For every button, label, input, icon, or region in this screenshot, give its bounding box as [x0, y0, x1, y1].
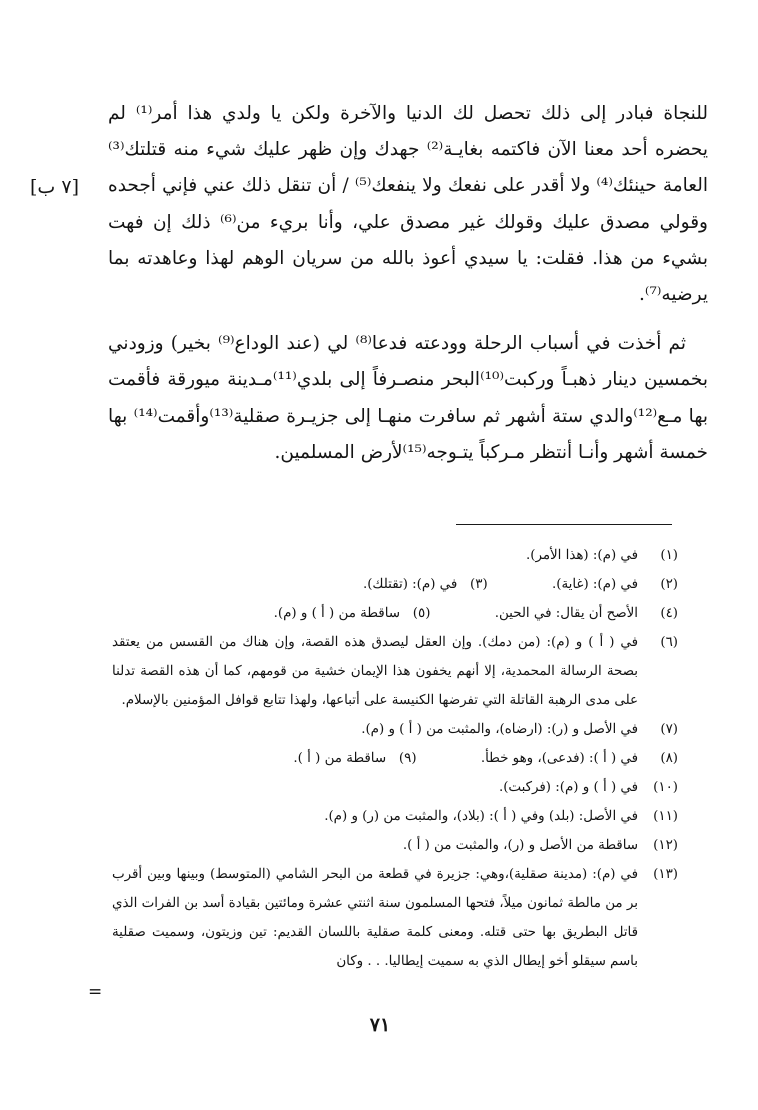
footnote-number: (١٣) — [653, 867, 678, 882]
footnote-text: في ( أ ) و (م): (من دمك). وإن العقل ليصدق هذه القصة، وإن هناك من القسس من يعتقد بصحة الرسالة المحمدية، إلا أنهم يخفون هذا الإيمان خشية من قومهم، كما أن هذه القصة تدلنا على مدى الرهبة القاتلة التي تفرضها الكنيسة على أتباعها، ولهذا تتابع قوافل المؤمنين بالإسلام. — [112, 635, 638, 708]
footnote-text: في ( أ ) و (م): (فركبت). — [498, 780, 638, 795]
footnote-text: في (م): (مدينة صقلية)،وهي: جزيرة في قطعة من البحر الشامي (المتوسط) وبينها وبين أقرب بر من مالطة ثمانون ميلاً، فتحها المسلمون سنة اثنتي عشرة ومائتين بقيادة أسد بن الفرات الذي قاتل البطريق بها حتى قتله. ومعنى كلمة صقلية باللسان القديم: تين وزيتون، وسميت صقلية باسم سيقلو أخو إيطال الذي به سميت إيطاليا. . . وكان — [112, 867, 638, 969]
footnote-12 — [112, 831, 678, 860]
footnote-number: (٣) — [470, 577, 488, 592]
footnote-text: ساقطة من ( أ ) و (م). — [273, 606, 400, 621]
footnote-row-2-3 — [112, 570, 678, 599]
footnote-5 — [274, 599, 431, 628]
footnote-1 — [112, 541, 678, 570]
footnote-number: (٢) — [660, 577, 678, 592]
footnote-number: (١٠) — [653, 780, 678, 795]
footnote-number: (١١) — [653, 809, 678, 824]
continuation-mark: = — [88, 982, 103, 1002]
footnote-4 — [495, 599, 638, 628]
footnote-number: (٥) — [412, 606, 431, 621]
footnote-10 — [112, 773, 678, 802]
footnote-row-8-9 — [112, 744, 678, 773]
footnote-row-4-5 — [112, 599, 678, 628]
footnote-number: (٨) — [660, 751, 678, 766]
page-number: ٧١ — [369, 1014, 391, 1036]
footnote-13 — [112, 860, 678, 976]
footnote-number: (٧) — [660, 722, 678, 737]
footnote-text: في (م): (هذا الأمر). — [525, 548, 638, 563]
footnote-number: (٦) — [660, 635, 678, 650]
footnote-number: (١٢) — [653, 838, 678, 853]
footnotes — [112, 541, 678, 976]
footnote-7 — [112, 715, 678, 744]
main-text-block — [108, 96, 708, 471]
footnote-number: (٤) — [660, 606, 678, 621]
footnote-text: في الأصل و (ر): (ارضاه)، والمثبت من ( أ ) و (م). — [361, 722, 638, 737]
margin-folio-reference: [٧ ب] — [30, 176, 79, 198]
main-paragraph-2: ثم أخذت في أسباب الرحلة وودعته فدعا⁽⁸⁾ لي (عند الوداع⁽⁹⁾ بخير) وزودني بخمسين دينار ذهبـاً وركبت⁽¹⁰⁾البحر منصـرفاً إلى بلدي⁽¹¹⁾مـدينة ميورقة فأقمت بها مـع⁽¹²⁾والدي ستة أشهر ثم سافرت منهـا إلى جزيـرة صقلية⁽¹³⁾وأقمت⁽¹⁴⁾ بها خمسة أشهر وأنـا أنتظر مـركباً يتـوجه⁽¹⁵⁾لأرض المسلمين. — [108, 333, 708, 463]
footnote-separator-rule — [456, 524, 672, 525]
footnote-text: ساقطة من ( أ ). — [293, 751, 387, 766]
footnote-2 — [552, 570, 638, 599]
footnote-11 — [112, 802, 678, 831]
footnote-number: (١) — [660, 548, 678, 563]
footnote-text: في (م): (تقتلك). — [362, 577, 458, 592]
footnote-6 — [112, 628, 678, 715]
footnote-8 — [481, 744, 638, 773]
footnote-number: (٩) — [398, 751, 417, 766]
footnote-text: الأصح أن يقال: في الحين. — [494, 606, 638, 621]
footnote-text: في الأصل: (بلد) وفي ( أ ): (بلاد)، والمثبت من (ر) و (م). — [324, 809, 638, 824]
footnote-text: ساقطة من الأصل و (ر)، والمثبت من ( أ ). — [402, 838, 638, 853]
footnote-text: في (م): (غاية). — [551, 577, 638, 592]
footnote-3 — [363, 570, 488, 599]
main-paragraph-1: للنجاة فبادر إلى ذلك تحصل لك الدنيا والآخرة ولكن يا ولدي هذا أمر⁽¹⁾ لم يحضره أحد معنا الآن فاكتمه بغايـة⁽²⁾ جهدك وإن ظهر عليك شيء منه قتلتك⁽³⁾ العامة حينئك⁽⁴⁾ ولا أقدر على نفعك ولا ينفعك⁽⁵⁾ / أن تنقل ذلك عني فإني أجحده وقولي مصدق عليك وقولك غير مصدق علي، وأنا بريء من⁽⁶⁾ ذلك إن فهت بشيء من هذا. فقلت: يا سيدي أعوذ بالله من سريان الوهم لهذا وعاهدته بما يرضيه⁽⁷⁾. — [108, 103, 709, 306]
footnote-text: في ( أ ): (فدعى)، وهو خطأ. — [480, 751, 638, 766]
footnote-9 — [293, 744, 416, 773]
